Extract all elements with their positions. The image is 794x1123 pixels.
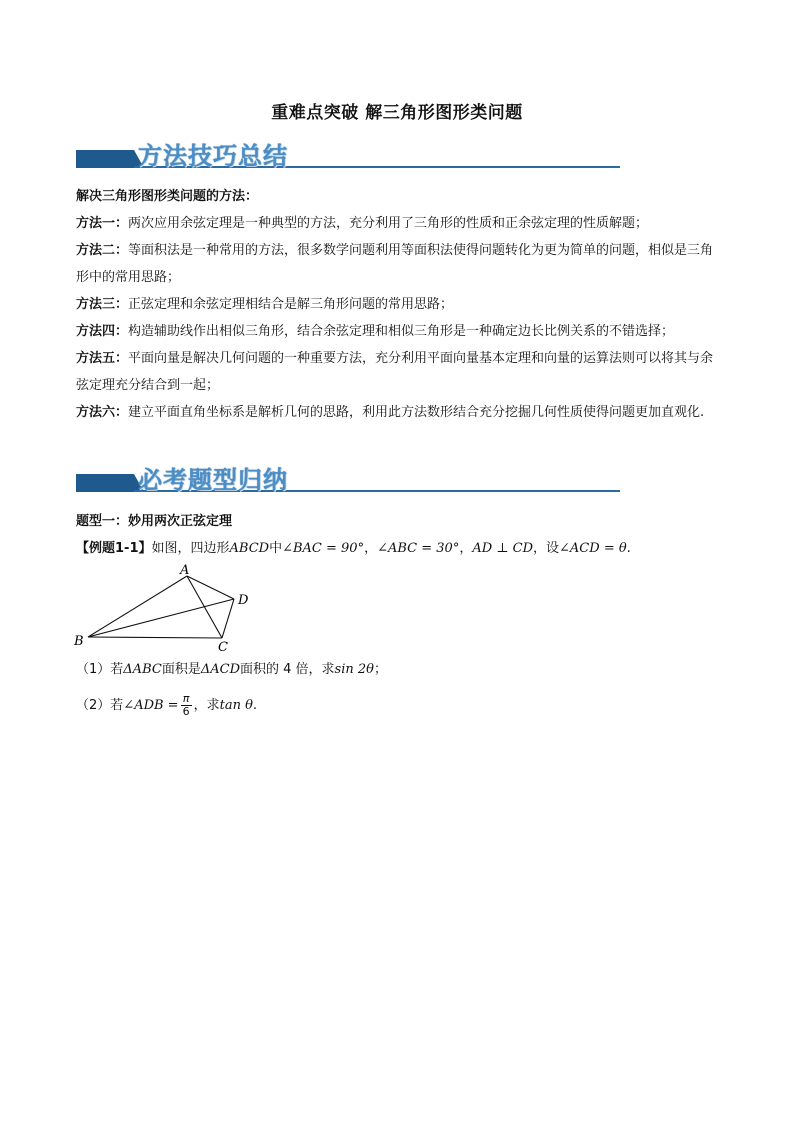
banner-bar	[76, 474, 134, 492]
section-heading-summary: 方法技巧总结	[138, 142, 288, 170]
vertex-label-A: A	[180, 563, 190, 578]
segment-AC	[187, 576, 222, 638]
quadrilateral-figure	[70, 562, 270, 658]
vertex-label-B: B	[74, 634, 84, 649]
segment-BD	[88, 599, 234, 637]
section-banner-summary	[76, 134, 620, 178]
section-heading-types: 必考题型归纳	[138, 466, 288, 494]
vertex-label-D: D	[238, 593, 249, 608]
method-3: 方法三：正弦定理和余弦定理相结合是解三角形问题的常用思路；	[76, 297, 454, 312]
question-2: （2）若∠ADB = $\frac{\pi}{6}$ ，求tan θ.	[76, 692, 258, 718]
method-5: 方法五：平面向量是解决几何问题的一种重要方法，充分利用平面向量基本定理和向量的运算法则可以将其与余弦定理充分结合到一起；	[76, 351, 714, 393]
method-6: 方法六：建立平面直角坐标系是解析几何的思路，利用此方法数形结合充分挖掘几何性质使得问题更加直观化.	[76, 405, 705, 420]
method-4: 方法四：构造辅助线作出相似三角形，结合余弦定理和相似三角形是一种确定边长比例关系的不错选择；	[76, 324, 675, 339]
segment-BC	[88, 637, 222, 638]
document-title: 重难点突破 解三角形图形类问题	[271, 103, 523, 123]
section-banner-types	[76, 458, 620, 502]
summary-block	[76, 183, 720, 426]
question-1: （1）若ΔABC面积是ΔACD面积的 4 倍，求sin 2θ；	[76, 662, 387, 677]
example-1-1: 【例题1-1】如图，四边形ABCD中∠BAC = 90°，∠ABC = 30°，AD ⊥ CD，设∠ACD = θ.	[76, 541, 631, 556]
type1-block	[76, 508, 720, 562]
fraction-pi-over-6: $\frac{\pi}{6}$	[182, 692, 190, 718]
segment-AB	[88, 576, 187, 637]
segment-CD	[222, 599, 234, 638]
method-2: 方法二：等面积法是一种常用的方法，很多数学问题利用等面积法使得问题转化为更为简单的问题，相似是三角形中的常用思路；	[76, 243, 714, 285]
vertex-label-C: C	[218, 640, 228, 655]
banner-bar	[76, 150, 134, 168]
method-1: 方法一：两次应用余弦定理是一种典型的方法，充分利用了三角形的性质和正余弦定理的性质解题；	[76, 216, 649, 231]
type1-title: 题型一：妙用两次正弦定理	[76, 514, 233, 529]
summary-lead: 解决三角形图形类问题的方法：	[76, 189, 259, 204]
